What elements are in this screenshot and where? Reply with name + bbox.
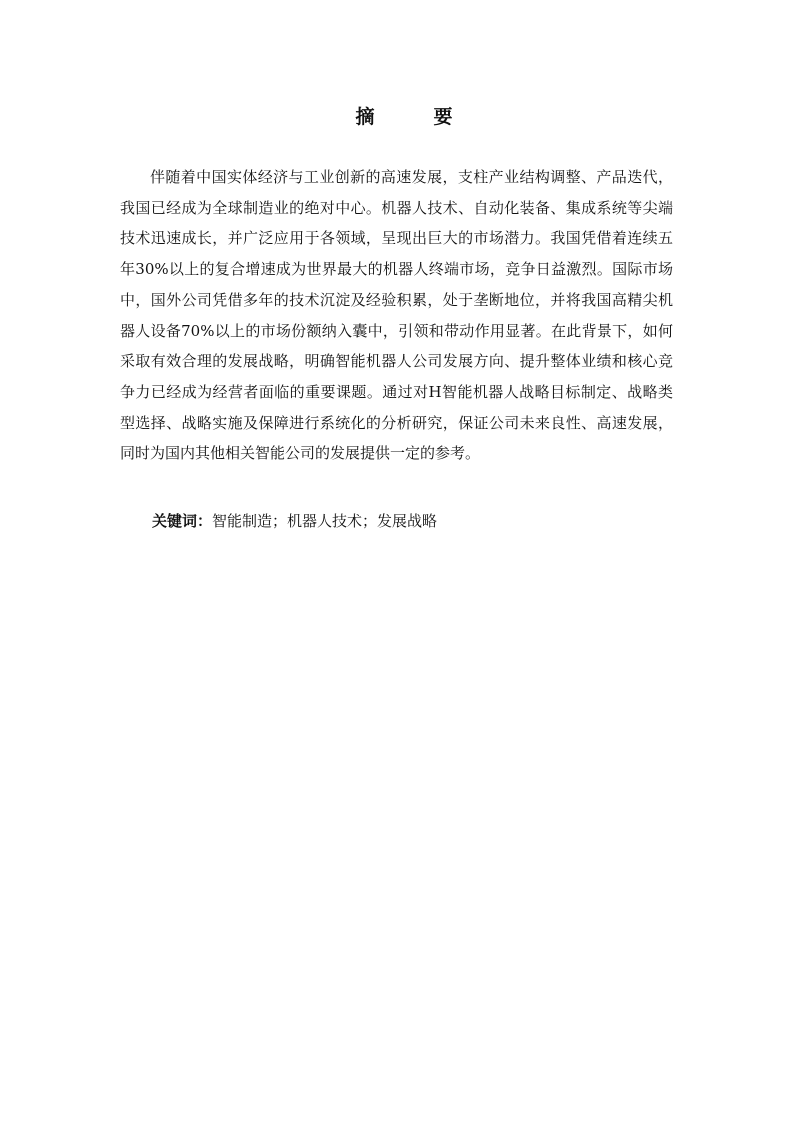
keywords-label: 关键词： xyxy=(152,512,213,530)
keywords-line xyxy=(152,506,672,536)
abstract-paragraph: 伴随着中国实体经济与工业创新的高速发展，支柱产业结构调整、产品迭代，我国已经成为全球制造业的绝对中心。机器人技术、自动化装备、集成系统等尖端技术迅速成长，并广泛应用于各领域，呈现出巨大的市场潜力。我国凭借着连续五年30%以上的复合增速成为世界最大的机器人终端市场，竞争日益激烈。国际市场中，国外公司凭借多年的技术沉淀及经验积累，处于垄断地位，并将我国高精尖机器人设备70%以上的市场份额纳入囊中，引领和带动作用显著。在此背景下，如何采取有效合理的发展战略，明确智能机器人公司发展方向、提升整体业绩和核心竞争力已经成为经营者面临的重要课题。通过对H智能机器人战略目标制定、战略类型选择、战略实施及保障进行系统化的分析研究，保证公司未来良性、高速发展，同时为国内其他相关智能公司的发展提供一定的参考。 xyxy=(120,168,673,463)
keywords-text: 智能制造；机器人技术；发展战略 xyxy=(212,512,438,530)
abstract-title: 摘 要 xyxy=(355,106,473,128)
